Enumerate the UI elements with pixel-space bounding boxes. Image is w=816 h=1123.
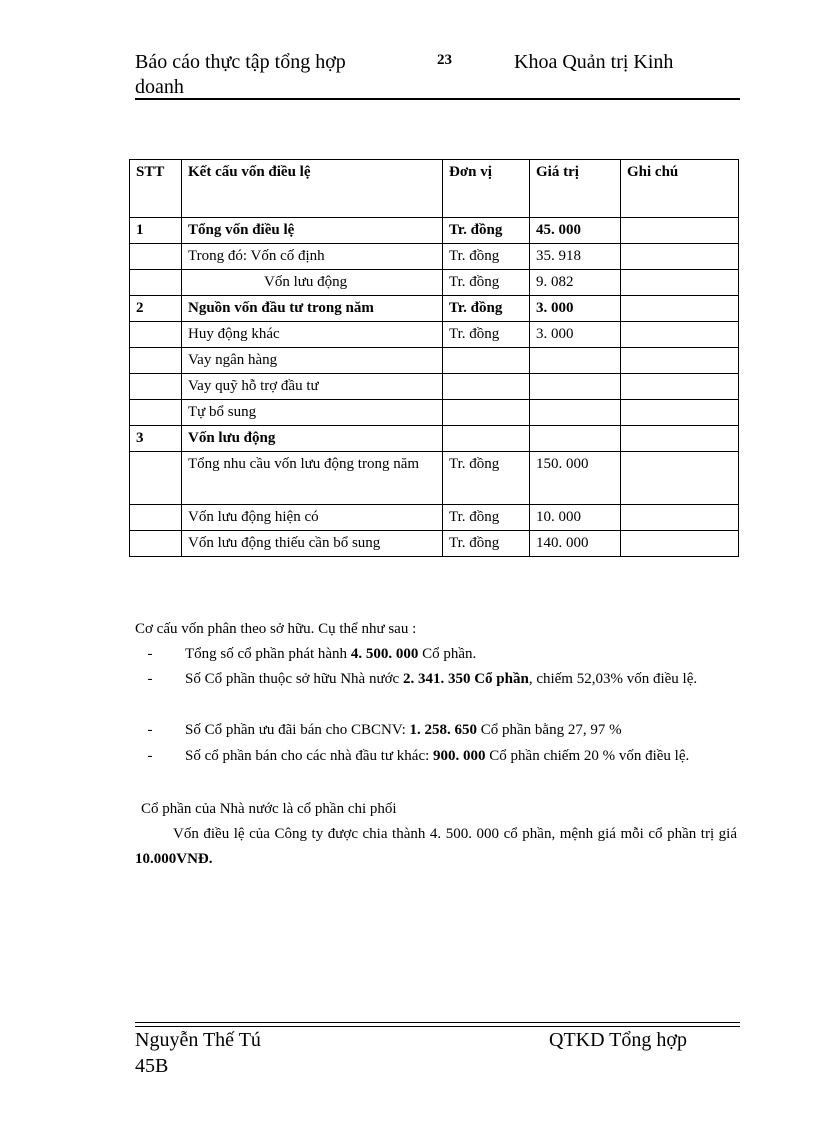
cell-note	[621, 452, 739, 505]
cell-unit: Tr. đồng	[443, 531, 530, 557]
bullet-investor-shares	[135, 744, 737, 769]
bullet-1-text: Tổng số cổ phần phát hành	[185, 646, 351, 662]
cell-label: Vốn lưu động thiếu cần bổ sung	[182, 531, 443, 557]
cell-stt	[130, 270, 182, 296]
cell-stt	[130, 531, 182, 557]
cell-unit	[443, 426, 530, 452]
cell-value: 3. 000	[530, 296, 621, 322]
cell-stt: 2	[130, 296, 182, 322]
header-department: Khoa Quản trị Kinh	[514, 51, 674, 73]
cell-stt	[130, 400, 182, 426]
header-rule	[135, 98, 740, 100]
dash-1: -	[147, 646, 153, 662]
dash-3: -	[147, 722, 153, 738]
cell-unit	[443, 348, 530, 374]
bullet-2-tail: , chiếm 52,03% vốn điều lệ.	[528, 671, 698, 687]
table-row	[130, 348, 739, 374]
cell-stt	[130, 348, 182, 374]
bullet-3-tail: Cổ phần bằng 27, 97 %	[477, 722, 622, 738]
table-row	[130, 218, 739, 244]
bullet-employee-shares	[135, 718, 737, 743]
cell-unit: Tr. đồng	[443, 505, 530, 531]
cell-value	[530, 400, 621, 426]
bullet-2-bold: 2. 341. 350 Cổ phần	[402, 671, 529, 687]
cell-note	[621, 322, 739, 348]
bullet-4-tail: Cổ phần chiếm 20 % vốn điều lệ.	[485, 748, 690, 764]
cell-value: 3. 000	[530, 322, 621, 348]
cell-note	[621, 400, 739, 426]
cell-note	[621, 296, 739, 322]
cell-unit	[443, 374, 530, 400]
bullet-1-bold: 4. 500. 000	[350, 646, 419, 662]
dash-2: -	[147, 671, 153, 687]
cell-value: 150. 000	[530, 452, 621, 505]
cell-note	[621, 505, 739, 531]
col-header-note: Ghi chú	[621, 160, 739, 218]
cell-label: Huy động khác	[182, 322, 443, 348]
cell-label: Tự bổ sung	[182, 400, 443, 426]
bullet-3-bold: 1. 258. 650	[409, 722, 478, 738]
bullet-4-bold: 900. 000	[433, 748, 486, 764]
footer-major: QTKD Tổng hợp	[549, 1029, 687, 1051]
cell-note	[621, 426, 739, 452]
cell-unit: Tr. đồng	[443, 270, 530, 296]
page-number: 23	[437, 52, 452, 68]
cell-label: Vốn lưu động hiện có	[182, 505, 443, 531]
table-row	[130, 296, 739, 322]
bullet-total-shares	[135, 642, 737, 667]
cell-note	[621, 348, 739, 374]
col-header-stt: STT	[130, 160, 182, 218]
cell-value: 35. 918	[530, 244, 621, 270]
cell-note	[621, 270, 739, 296]
table-row	[130, 322, 739, 348]
charter-capital-paragraph	[135, 822, 737, 872]
cell-unit: Tr. đồng	[443, 452, 530, 505]
cell-unit: Tr. đồng	[443, 218, 530, 244]
table-row	[130, 426, 739, 452]
cell-stt	[130, 505, 182, 531]
table-row	[130, 452, 739, 505]
cell-value: 9. 082	[530, 270, 621, 296]
cell-label: Tổng vốn điều lệ	[182, 218, 443, 244]
table-row	[130, 374, 739, 400]
col-header-value: Giá trị	[530, 160, 621, 218]
cell-note	[621, 531, 739, 557]
cell-unit: Tr. đồng	[443, 322, 530, 348]
cell-label: Tổng nhu cầu vốn lưu động trong năm	[182, 452, 443, 505]
bullet-4-text: Số cổ phần bán cho các nhà đầu tư khác:	[185, 748, 434, 764]
cell-stt: 3	[130, 426, 182, 452]
cell-note	[621, 244, 739, 270]
cell-value	[530, 348, 621, 374]
cell-label: Nguồn vốn đầu tư trong năm	[182, 296, 443, 322]
cell-unit: Tr. đồng	[443, 296, 530, 322]
author-name: Nguyễn Thế Tú	[135, 1029, 261, 1051]
intro-paragraph: Cơ cấu vốn phân theo sở hữu. Cụ thể như sau :	[135, 621, 417, 637]
cell-unit: Tr. đồng	[443, 244, 530, 270]
charter-capital-text: Vốn điều lệ của Công ty được chia thành 4. 500. 000 cổ phần, mệnh giá mỗi cổ phần trị giá	[173, 826, 737, 842]
col-header-unit: Đơn vị	[443, 160, 530, 218]
table-row	[130, 400, 739, 426]
cell-stt: 1	[130, 218, 182, 244]
cell-value	[530, 426, 621, 452]
cell-stt	[130, 244, 182, 270]
cell-stt	[130, 452, 182, 505]
cell-value	[530, 374, 621, 400]
capital-structure-table	[129, 159, 739, 557]
cell-label: Vay quỹ hỗ trợ đầu tư	[182, 374, 443, 400]
cell-note	[621, 374, 739, 400]
table-row	[130, 505, 739, 531]
cell-stt	[130, 374, 182, 400]
cell-unit	[443, 400, 530, 426]
par-value-bold: 10.000VNĐ.	[135, 851, 213, 867]
cell-value: 10. 000	[530, 505, 621, 531]
table-row	[130, 270, 739, 296]
cell-note	[621, 218, 739, 244]
table-row	[130, 531, 739, 557]
cell-label: Vốn lưu động	[182, 426, 443, 452]
cell-label: Vay ngân hàng	[182, 348, 443, 374]
author-class: 45B	[135, 1055, 169, 1077]
cell-label: Vốn lưu động	[182, 270, 443, 296]
col-header-structure: Kết cấu vốn điều lệ	[182, 160, 443, 218]
cell-value: 140. 000	[530, 531, 621, 557]
header-left	[135, 50, 405, 100]
table-row	[130, 244, 739, 270]
cell-stt	[130, 322, 182, 348]
dash-4: -	[147, 748, 153, 764]
table-header-row	[130, 160, 739, 218]
cell-label: Trong đó: Vốn cố định	[182, 244, 443, 270]
footer-author	[135, 1027, 261, 1079]
header-title: Báo cáo thực tập tổng hợp	[135, 51, 346, 73]
cell-value: 45. 000	[530, 218, 621, 244]
bullet-1-tail: Cổ phần.	[418, 646, 477, 662]
bullet-3-text: Số Cổ phần ưu đãi bán cho CBCNV:	[185, 722, 410, 738]
control-paragraph: Cổ phần của Nhà nước là cổ phần chi phối	[141, 801, 397, 817]
bullet-2-text: Số Cổ phần thuộc sở hữu Nhà nước	[185, 671, 403, 687]
header-title-continued: doanh	[135, 76, 184, 98]
bullet-state-shares	[135, 667, 737, 692]
